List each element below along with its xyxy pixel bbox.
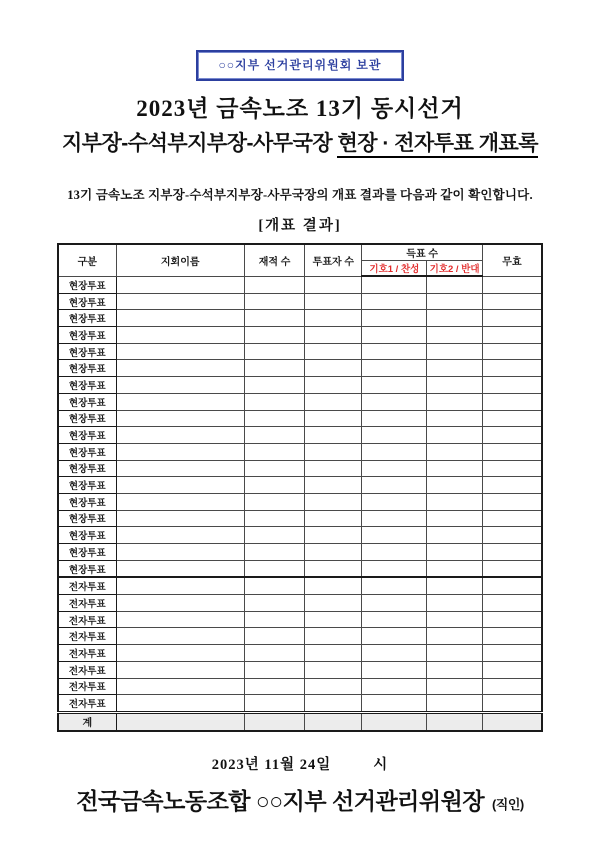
cell-voter-count: [305, 410, 362, 427]
cell-invalid-votes: [482, 293, 542, 310]
table-row: [58, 477, 542, 494]
cell-candidate1-votes: [362, 678, 427, 695]
vote-count-table: [57, 243, 543, 732]
cell-candidate1-votes: [362, 645, 427, 662]
table-row: [58, 661, 542, 678]
table-row: [58, 427, 542, 444]
cell-invalid-votes: [482, 427, 542, 444]
seal-placeholder: (직인): [491, 796, 524, 812]
cell-candidate2-votes: [427, 678, 483, 695]
header-enrolled-count: 재적 수: [244, 244, 305, 276]
row-label: 전자투표: [58, 611, 116, 628]
date-line: [0, 753, 600, 774]
row-label: 현장투표: [58, 393, 116, 410]
cell-candidate2-votes: [427, 427, 483, 444]
row-label: 현장투표: [58, 276, 116, 293]
cell-candidate1-votes: [362, 427, 427, 444]
cell-enrolled-count: [244, 493, 305, 510]
header-voter-count: 투표자 수: [305, 244, 362, 276]
cell-candidate2-votes: [427, 611, 483, 628]
cell-candidate2-votes: [427, 527, 483, 544]
cell-branch-name: [116, 661, 244, 678]
cell-invalid-votes: [482, 712, 542, 730]
row-label: 현장투표: [58, 544, 116, 561]
cell-branch-name: [116, 343, 244, 360]
table-row: [58, 695, 542, 713]
cell-enrolled-count: [244, 443, 305, 460]
cell-invalid-votes: [482, 360, 542, 377]
cell-voter-count: [305, 527, 362, 544]
cell-candidate2-votes: [427, 628, 483, 645]
cell-enrolled-count: [244, 377, 305, 394]
cell-enrolled-count: [244, 678, 305, 695]
cell-branch-name: [116, 310, 244, 327]
cell-branch-name: [116, 360, 244, 377]
cell-candidate1-votes: [362, 493, 427, 510]
table-row: [58, 527, 542, 544]
table-row: [58, 343, 542, 360]
row-label: 현장투표: [58, 410, 116, 427]
row-label: 현장투표: [58, 377, 116, 394]
cell-invalid-votes: [482, 310, 542, 327]
cell-candidate1-votes: [362, 695, 427, 713]
cell-enrolled-count: [244, 645, 305, 662]
archive-stamp-label: ○○지부 선거관리위원회 보관: [218, 58, 382, 72]
table-row: [58, 493, 542, 510]
cell-invalid-votes: [482, 695, 542, 713]
row-label: 전자투표: [58, 661, 116, 678]
table-row: [58, 560, 542, 577]
row-label: 현장투표: [58, 360, 116, 377]
cell-branch-name: [116, 611, 244, 628]
cell-invalid-votes: [482, 493, 542, 510]
cell-enrolled-count: [244, 712, 305, 730]
cell-candidate2-votes: [427, 460, 483, 477]
cell-invalid-votes: [482, 645, 542, 662]
date-value: 2023년 11월 24일: [211, 756, 332, 773]
row-label: 현장투표: [58, 293, 116, 310]
cell-voter-count: [305, 310, 362, 327]
table-row: [58, 293, 542, 310]
cell-branch-name: [116, 377, 244, 394]
cell-candidate1-votes: [362, 628, 427, 645]
cell-invalid-votes: [482, 527, 542, 544]
cell-invalid-votes: [482, 611, 542, 628]
cell-voter-count: [305, 577, 362, 594]
cell-invalid-votes: [482, 510, 542, 527]
cell-candidate2-votes: [427, 595, 483, 612]
cell-voter-count: [305, 477, 362, 494]
results-table-body: [58, 276, 542, 731]
header-vote-count: 득표 수: [362, 244, 483, 261]
cell-voter-count: [305, 360, 362, 377]
cell-voter-count: [305, 276, 362, 293]
cell-candidate1-votes: [362, 360, 427, 377]
cell-enrolled-count: [244, 327, 305, 344]
cell-candidate2-votes: [427, 393, 483, 410]
table-row: [58, 310, 542, 327]
table-row: [58, 276, 542, 293]
cell-voter-count: [305, 544, 362, 561]
signature-line: [0, 783, 600, 816]
cell-voter-count: [305, 460, 362, 477]
header-gubun: 구분: [58, 244, 116, 276]
cell-enrolled-count: [244, 560, 305, 577]
cell-invalid-votes: [482, 544, 542, 561]
cell-candidate2-votes: [427, 343, 483, 360]
cell-candidate1-votes: [362, 327, 427, 344]
cell-enrolled-count: [244, 595, 305, 612]
cell-candidate1-votes: [362, 410, 427, 427]
cell-invalid-votes: [482, 661, 542, 678]
cell-candidate1-votes: [362, 560, 427, 577]
cell-enrolled-count: [244, 628, 305, 645]
row-label: 현장투표: [58, 443, 116, 460]
cell-enrolled-count: [244, 661, 305, 678]
cell-voter-count: [305, 645, 362, 662]
cell-branch-name: [116, 427, 244, 444]
cell-voter-count: [305, 628, 362, 645]
table-row: [58, 510, 542, 527]
cell-candidate2-votes: [427, 560, 483, 577]
headline-underlined: 현장 · 전자투표 개표록: [337, 132, 538, 158]
cell-candidate1-votes: [362, 712, 427, 730]
table-row: [58, 577, 542, 594]
cell-enrolled-count: [244, 293, 305, 310]
row-label: 전자투표: [58, 678, 116, 695]
row-label: 현장투표: [58, 493, 116, 510]
cell-branch-name: [116, 577, 244, 594]
cell-branch-name: [116, 527, 244, 544]
header-candidate2-no: 기호2 / 반대: [427, 261, 483, 277]
headline-prefix: 지부장-수석부지부장-사무국장: [61, 132, 338, 155]
cell-invalid-votes: [482, 393, 542, 410]
cell-candidate2-votes: [427, 276, 483, 293]
cell-invalid-votes: [482, 276, 542, 293]
cell-voter-count: [305, 695, 362, 713]
cell-enrolled-count: [244, 510, 305, 527]
cell-voter-count: [305, 595, 362, 612]
row-label: 현장투표: [58, 427, 116, 444]
cell-branch-name: [116, 293, 244, 310]
cell-branch-name: [116, 510, 244, 527]
cell-voter-count: [305, 293, 362, 310]
cell-branch-name: [116, 393, 244, 410]
cell-branch-name: [116, 695, 244, 713]
row-label: 현장투표: [58, 343, 116, 360]
cell-branch-name: [116, 493, 244, 510]
cell-branch-name: [116, 460, 244, 477]
cell-branch-name: [116, 327, 244, 344]
archive-stamp-box: [196, 50, 403, 81]
cell-candidate1-votes: [362, 510, 427, 527]
cell-enrolled-count: [244, 577, 305, 594]
table-row: [58, 595, 542, 612]
cell-invalid-votes: [482, 595, 542, 612]
cell-candidate1-votes: [362, 276, 427, 293]
cell-candidate2-votes: [427, 577, 483, 594]
row-label: 현장투표: [58, 477, 116, 494]
cell-branch-name: [116, 595, 244, 612]
cell-voter-count: [305, 611, 362, 628]
cell-voter-count: [305, 427, 362, 444]
cell-candidate1-votes: [362, 477, 427, 494]
row-label: 전자투표: [58, 645, 116, 662]
cell-enrolled-count: [244, 276, 305, 293]
confirmation-statement: 13기 금속노조 지부장-수석부지부장-사무국장의 개표 결과를 다음과 같이 확인합니다.: [67, 188, 533, 202]
cell-enrolled-count: [244, 360, 305, 377]
table-row: [58, 645, 542, 662]
cell-enrolled-count: [244, 477, 305, 494]
cell-branch-name: [116, 628, 244, 645]
cell-candidate1-votes: [362, 460, 427, 477]
document-headline: [0, 127, 600, 157]
cell-invalid-votes: [482, 678, 542, 695]
cell-candidate1-votes: [362, 661, 427, 678]
cell-candidate1-votes: [362, 310, 427, 327]
row-label: 현장투표: [58, 527, 116, 544]
cell-candidate1-votes: [362, 611, 427, 628]
cell-enrolled-count: [244, 611, 305, 628]
row-label: 현장투표: [58, 510, 116, 527]
cell-candidate1-votes: [362, 293, 427, 310]
cell-candidate2-votes: [427, 310, 483, 327]
cell-branch-name: [116, 560, 244, 577]
header-invalid: 무효: [482, 244, 542, 276]
table-header: [58, 244, 542, 276]
table-row: [58, 393, 542, 410]
cell-candidate2-votes: [427, 377, 483, 394]
cell-invalid-votes: [482, 460, 542, 477]
header-candidate1-yes: 기호1 / 찬성: [362, 261, 427, 277]
row-label: 현장투표: [58, 560, 116, 577]
cell-candidate2-votes: [427, 661, 483, 678]
cell-enrolled-count: [244, 544, 305, 561]
cell-enrolled-count: [244, 460, 305, 477]
cell-enrolled-count: [244, 427, 305, 444]
cell-branch-name: [116, 443, 244, 460]
cell-voter-count: [305, 327, 362, 344]
cell-candidate1-votes: [362, 544, 427, 561]
row-label: 현장투표: [58, 460, 116, 477]
time-suffix: 시: [373, 756, 389, 773]
cell-enrolled-count: [244, 343, 305, 360]
row-label: 현장투표: [58, 327, 116, 344]
cell-invalid-votes: [482, 628, 542, 645]
organization-title: 전국금속노동조합 ○○지부 선거관리위원장: [76, 787, 485, 814]
row-label: 현장투표: [58, 310, 116, 327]
cell-voter-count: [305, 661, 362, 678]
cell-candidate2-votes: [427, 293, 483, 310]
document-title: 2023년 금속노조 13기 동시선거: [136, 96, 464, 121]
cell-voter-count: [305, 377, 362, 394]
row-label: 전자투표: [58, 595, 116, 612]
cell-invalid-votes: [482, 377, 542, 394]
cell-candidate1-votes: [362, 577, 427, 594]
cell-enrolled-count: [244, 527, 305, 544]
cell-candidate2-votes: [427, 695, 483, 713]
cell-candidate1-votes: [362, 527, 427, 544]
table-row: [58, 611, 542, 628]
table-row: [58, 544, 542, 561]
cell-branch-name: [116, 410, 244, 427]
cell-candidate2-votes: [427, 544, 483, 561]
cell-invalid-votes: [482, 410, 542, 427]
cell-candidate2-votes: [427, 510, 483, 527]
cell-candidate1-votes: [362, 443, 427, 460]
table-row: [58, 377, 542, 394]
cell-voter-count: [305, 493, 362, 510]
cell-branch-name: [116, 678, 244, 695]
cell-branch-name: [116, 477, 244, 494]
table-row: [58, 443, 542, 460]
row-label: 전자투표: [58, 695, 116, 713]
cell-candidate2-votes: [427, 443, 483, 460]
cell-candidate2-votes: [427, 327, 483, 344]
cell-candidate2-votes: [427, 410, 483, 427]
cell-candidate2-votes: [427, 493, 483, 510]
cell-candidate2-votes: [427, 477, 483, 494]
cell-branch-name: [116, 645, 244, 662]
cell-candidate2-votes: [427, 712, 483, 730]
cell-enrolled-count: [244, 393, 305, 410]
cell-invalid-votes: [482, 477, 542, 494]
cell-branch-name: [116, 544, 244, 561]
cell-voter-count: [305, 560, 362, 577]
cell-voter-count: [305, 678, 362, 695]
cell-voter-count: [305, 443, 362, 460]
cell-voter-count: [305, 343, 362, 360]
table-row: [58, 327, 542, 344]
table-row: [58, 410, 542, 427]
results-section-label: [개표 결과]: [258, 218, 342, 234]
cell-voter-count: [305, 393, 362, 410]
table-row: [58, 628, 542, 645]
cell-candidate2-votes: [427, 645, 483, 662]
cell-branch-name: [116, 712, 244, 730]
row-label: 전자투표: [58, 628, 116, 645]
cell-branch-name: [116, 276, 244, 293]
header-branch-name: 지회이름: [116, 244, 244, 276]
cell-invalid-votes: [482, 560, 542, 577]
cell-candidate2-votes: [427, 360, 483, 377]
cell-invalid-votes: [482, 327, 542, 344]
cell-candidate1-votes: [362, 343, 427, 360]
cell-invalid-votes: [482, 577, 542, 594]
cell-enrolled-count: [244, 695, 305, 713]
cell-invalid-votes: [482, 343, 542, 360]
row-label: 전자투표: [58, 577, 116, 594]
table-row: [58, 678, 542, 695]
cell-candidate1-votes: [362, 595, 427, 612]
cell-voter-count: [305, 510, 362, 527]
table-row: [58, 460, 542, 477]
cell-invalid-votes: [482, 443, 542, 460]
table-row: [58, 360, 542, 377]
cell-voter-count: [305, 712, 362, 730]
cell-candidate1-votes: [362, 377, 427, 394]
row-label: 계: [58, 712, 116, 730]
cell-enrolled-count: [244, 310, 305, 327]
total-row: [58, 712, 542, 730]
cell-enrolled-count: [244, 410, 305, 427]
cell-candidate1-votes: [362, 393, 427, 410]
